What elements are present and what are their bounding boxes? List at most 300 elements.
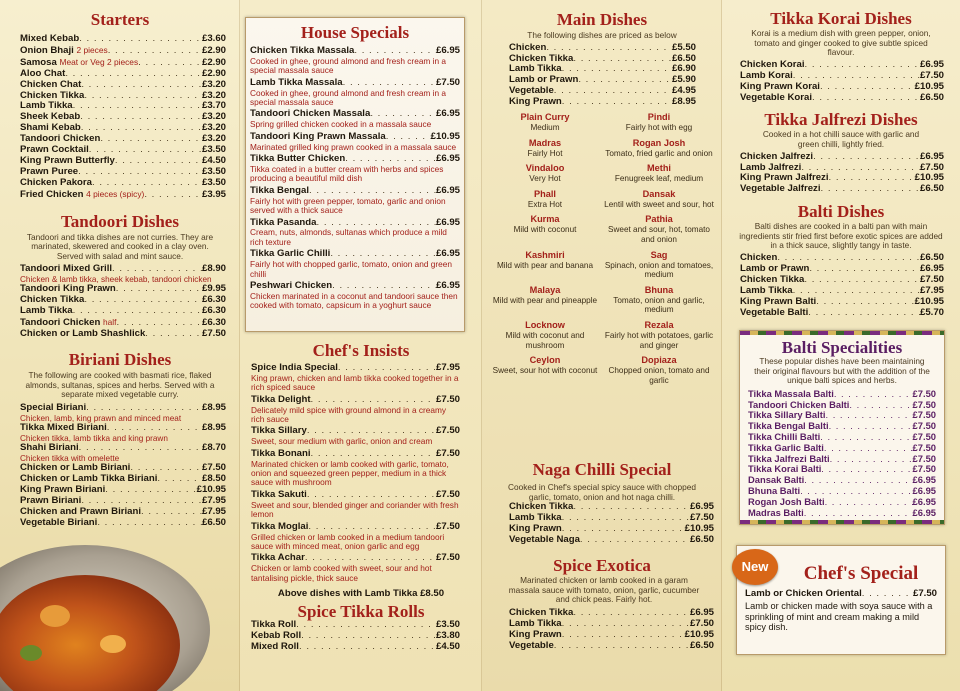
curry-style-item [602,138,716,159]
menu-item-name-text: Tandoori Chicken [20,133,101,145]
menu-item-name [20,518,97,529]
menu-item-name-text: Lamb Tikka Massala [250,76,343,88]
menu-item-name [509,97,562,108]
menu-item-price: £7.50 [912,409,936,421]
menu-item-name-text: Chicken Jalfrezi [740,150,814,162]
menu-item-name-text: Fried Chicken [20,188,84,200]
curry-style-item [488,189,602,210]
menu-item-name-text: Vegetable Korai [740,91,812,103]
menu-item-price: £10.95 [684,522,714,534]
menu-item-name [20,189,144,201]
menu-item-name-text: Lamb Tikka [20,305,73,317]
menu-item-name-text: Spice India Special [251,362,338,373]
menu-item-row [740,184,944,195]
menu-item-name-text: King Prawn Butterfly [20,154,115,166]
menu-item-name-text: Lamb Tikka [20,100,73,112]
leader-dots [829,421,913,432]
curry-style-item [602,214,716,244]
balti-description: Balti dishes are cooked in a balti pan with main ingredients stir fried first before exotic spices are added in a thick sauce, slightly tangy in taste. [739,221,943,251]
menu-item-price: £7.50 [435,488,460,500]
menu-item-price: £3.20 [201,133,226,145]
chefs-insists-footer: Above dishes with Lamb Tikka £8.50 [277,588,445,599]
menu-item-name-text: Lamb Tikka [740,284,793,296]
balti-title: Balti Dishes [797,202,885,222]
menu-item-name-text: Chicken Tikka [509,607,574,618]
curry-style-name: Kashmiri [525,249,565,260]
menu-item-description: Chicken or lamb cooked with sweet, sour and hot tantalising pickle, thick sauce [251,563,432,583]
curry-style-description: Fenugreek leaf, medium [614,174,704,184]
menu-item-description: Fairly hot with chopped garlic, tomato, onion and green chilli [250,259,453,279]
menu-item-name-text: Tikka Bengal [250,184,310,196]
leader-dots [299,642,436,653]
leader-dots [808,308,920,319]
menu-item-row [740,93,944,104]
menu-item-name-text: King Prawn Jalfrezi [740,172,829,184]
menu-item-name [20,178,92,189]
menu-item-name [20,264,112,275]
menu-item-name-text: Tikka Delight [251,393,311,405]
menu-item-price: £8.70 [201,442,226,454]
menu-item-name [20,45,108,57]
menu-item-name-text: Bhuna Balti [748,484,801,496]
curry-style-description: Tomato, fried garlic and onion [605,148,713,158]
menu-item-row [251,522,460,533]
menu-item-name-text: Chicken Tikka [509,52,574,64]
menu-item-description: Spring grilled chicken cooked in a massala sauce [250,119,432,130]
curry-style-name: Methi [647,163,671,174]
menu-item-name-text: Tikka Jalfrezi Balti [748,452,830,464]
curry-style-description: Fairly Hot [527,148,563,158]
leader-dots [343,78,436,89]
curry-dish-image [0,545,220,691]
menu-item-price: £6.95 [919,262,944,274]
menu-item-price: £10.95 [914,80,944,92]
jalfrezi-title: Tikka Jalfrezi Dishes [764,110,918,130]
leader-dots [562,619,690,630]
leader-dots [816,297,914,308]
leader-dots [81,80,202,91]
chefs-insists-title: Chef's Insists [312,341,410,360]
menu-item-price: £6.90 [671,63,696,75]
menu-item-price: £6.95 [919,150,944,162]
menu-item-name-text: Vegetable Biriani [20,516,98,528]
curry-style-name: Phall [534,188,556,199]
main-dishes-list [482,41,722,108]
menu-item-name [740,308,808,319]
menu-item-price: £3.80 [435,629,460,641]
menu-item-name-text: Chicken or Lamb Shashlick [20,328,146,340]
menu-item-price: £4.50 [201,154,226,166]
menu-item-price: £4.95 [671,85,696,97]
menu-item-name-text: Tandoori Chicken [20,317,101,329]
leader-dots [116,284,202,295]
leader-dots [804,275,920,286]
menu-item-price: £6.95 [912,474,936,486]
menu-item-name-text: Chicken Chat [20,78,82,90]
menu-item-description: Marinated chicken or lamb cooked with garlic, tomato, onion and squeezed green pepper, medium in a thick sauce with mushroom [251,458,449,488]
curry-style-description: Fairly hot with egg [625,123,693,133]
menu-item-name-text: Tikka Korai Balti [748,463,822,475]
menu-item-name-text: Chicken Tikka Massala [250,45,355,56]
menu-item-name-text: Tikka Garlic Chilli [250,248,331,260]
curry-style-name: Dansak [642,188,676,199]
leader-dots [804,475,912,486]
menu-item-name-text: Chicken Tikka [20,294,85,306]
menu-item-price: £5.50 [671,41,696,53]
menu-item-description: Tikka coated in a butter cream with herbs and spices producing a beautiful mild dish [250,163,444,184]
curry-style-name: Sag [650,249,668,260]
menu-item-name-text: Tikka Sakuti [251,488,307,500]
leader-dots [580,535,690,546]
biriani-description: The following are cooked with basmati rice, flaked almonds, sultanas, spices and herbs. Served with a separate mixed vegetable curry. [25,370,215,400]
curry-style-name: Bhuna [644,284,674,295]
korai-description: Korai is a medium dish with green pepper, onion, tomato and ginger cooked to give subtle spiced flavour. [751,28,931,58]
menu-item-row [251,642,460,653]
leader-dots [311,395,436,406]
menu-item-price: £6.50 [671,52,696,64]
menu-item-name [20,423,107,434]
menu-item-name-text: Peshwari Chicken [250,279,333,291]
menu-panel-3 [482,0,722,691]
menu-item-price: £7.95 [201,494,226,506]
menu-item-name [250,78,343,89]
menu-item-name [20,306,73,317]
chefs-special-item [737,583,945,600]
menu-item-description: Sweet, sour medium with garlic, onion and cream [251,436,433,447]
curry-style-item [602,250,716,280]
leader-dots [115,156,202,167]
menu-item-price: £3.20 [201,89,226,101]
curry-style-name: Plain Curry [520,112,570,123]
menu-item-price: £10.95 [914,295,944,307]
menu-item-row [20,403,226,414]
menu-item-row [20,189,226,201]
curry-styles-grid [482,108,722,390]
menu-item-name-text: Rogan Josh Balti [748,495,825,507]
leader-dots [830,454,913,465]
curry-style-name: Madras [528,137,562,148]
menu-item-price: £6.95 [689,501,714,512]
leader-dots [301,631,436,642]
menu-item-name-text: Prawn Puree [20,165,79,177]
menu-item-price: £5.90 [671,74,696,86]
chefs-special-item-name: Lamb or Chicken Oriental [745,588,862,599]
menu-item-price: £3.95 [201,188,226,200]
curry-style-description: Sweet and sour, hot, tomato and onion [608,225,710,244]
menu-item-price: £7.50 [912,387,936,399]
menu-item-price: £3.50 [201,165,226,177]
balti-specialities-list [740,386,944,519]
menu-item-name-text: King Prawn Balti [740,295,817,307]
curry-style-item [602,112,716,133]
leader-dots [112,264,202,275]
leader-dots [108,46,202,57]
menu-item-subnote: half [102,317,117,328]
menu-item-name [20,403,86,414]
menu-item-row [509,97,696,108]
menu-item-row [740,308,944,319]
menu-item-price: £6.95 [435,248,460,260]
leader-dots [308,522,436,533]
menu-item-price: £7.50 [435,552,460,564]
leader-dots [107,423,202,434]
menu-item-description: Sweet and sour, blended ginger and coriander with fresh lemon [251,499,459,520]
menu-item-name-text: Chicken Tikka [20,89,85,101]
leader-dots [78,167,202,178]
curry-style-item [602,355,716,385]
menu-item-name-text: Tikka Pasanda [250,216,317,228]
curry-style-name: Pindi [647,112,671,123]
leader-dots [554,641,690,652]
leader-dots [84,295,202,306]
menu-item-name-text: Tikka Garlic Balti [748,441,824,453]
menu-item-price: £6.50 [919,183,944,195]
menu-item-name-text: Dansak Balti [748,474,805,486]
curry-style-item [488,250,602,280]
menu-item-name-text: Vegetable [509,639,554,651]
menu-item-name-text: Aloo Chat [20,67,66,79]
menu-item-name-text: King Prawn Korai [740,80,820,92]
menu-item-name-text: Chicken and Prawn Biriani [20,505,142,517]
leader-dots [578,75,672,86]
menu-item-name-text: Lamb or Prawn [740,262,810,274]
menu-item-description: Marinated grilled king prawn cooked in a massala sauce [250,141,457,152]
menu-item-subnote: Meat or Veg 2 pieces [59,56,139,67]
leader-dots [849,400,912,411]
menu-item-description: Grilled chicken or lamb cooked in a medium tandoori sauce with minced meat, onion garlic and egg [251,531,445,551]
menu-item-row [251,395,460,406]
leader-dots [809,264,920,275]
leader-dots [92,178,202,189]
curry-style-name: Dopiaza [641,355,677,366]
menu-item-name [20,443,79,454]
curry-style-description: Very Hot [529,174,561,184]
menu-item-name-text: Tandoori King Prawn Massala [250,130,386,142]
menu-item-name-text: Tandoori Chicken Massala [250,108,371,120]
curry-style-item [602,163,716,184]
leader-dots [554,86,672,97]
naga-list [509,502,714,546]
menu-item-name-text: Vegetable Balti [740,306,809,318]
menu-item-price: £6.95 [435,184,460,196]
menu-item-price: £7.50 [919,161,944,173]
menu-item-name-text: Lamb Jalfrezi [740,161,802,173]
curry-style-item [488,112,602,133]
menu-item-subnote: 2 pieces [76,44,108,55]
menu-item-price: £6.95 [435,108,460,120]
tandoori-description: Tandoori and tikka dishes are not curries. They are marinated, skewered and cooked in a clay oven. Served with salad and mint sauce. [26,231,214,261]
menu-item-price: £6.50 [201,516,226,528]
curry-style-item [488,285,602,315]
menu-item-name-text: King Prawn [509,628,562,640]
curry-style-name: Locknow [525,319,565,330]
curry-style-name: Malaya [529,284,561,295]
chefs-special-description: Lamb or chicken made with soya sauce with a sprinkling of mint and cream making a mild spicy dish. [745,600,933,633]
menu-item-description: Delicately mild spice with ground almond in a creamy rich sauce [251,404,447,425]
menu-item-name-text: Vegetable Naga [509,533,580,545]
curry-style-description: Tomato, onion and garlic, medium [613,295,705,315]
menu-item-price: £6.30 [201,305,226,317]
menu-item-name [748,508,804,519]
menu-item-row [20,264,226,275]
menu-item-row [20,443,226,454]
menu-item-name-text: King Prawn [509,522,562,534]
menu-item-price: £6.30 [201,317,226,329]
menu-item-name-text: Chicken Tikka [740,273,805,285]
menu-item-price: £7.50 [435,76,460,88]
leader-dots [86,403,202,414]
curry-style-description: Chopped onion, tomato and garlic [608,366,710,385]
menu-item-name-text: Onion Bhaji [20,44,74,56]
menu-item-price: £7.50 [912,463,936,475]
menu-item-price: £2.90 [201,56,226,68]
decorative-stripe-bottom [740,520,944,524]
korai-list [722,58,960,104]
menu-item-name [20,34,79,45]
curry-style-description: Lentil with sweet and sour, hot [604,199,714,209]
menu-item-name-text: King Prawn Biriani [20,483,106,495]
menu-item-price: £7.50 [912,398,936,410]
menu-item-price: £7.50 [912,430,936,442]
menu-item-price: £6.50 [919,252,944,263]
curry-style-item [488,355,602,385]
menu-item-price: £7.50 [435,520,460,532]
menu-item-name-text: Madras Balti [748,506,804,518]
menu-item-name-text: Lamb Tikka [509,63,562,75]
menu-item-name-text: Tikka Moglai [251,520,309,532]
chefs-special-title: Chef's Special [803,563,919,584]
menu-item-price: £7.50 [912,420,936,432]
menu-item-price: £3.20 [201,122,226,134]
menu-item-row [20,306,226,317]
menu-item-name [509,535,580,546]
menu-item-price: £7.50 [912,441,936,453]
menu-item-price: £6.95 [912,495,936,507]
menu-item-name [740,184,821,195]
leader-dots [813,152,920,163]
rolls-list [251,620,460,653]
leader-dots [573,608,690,619]
curry-style-name: Ceylon [529,355,561,366]
menu-item-name-text: Tandoori Chicken Balti [748,398,850,410]
leader-dots [105,485,196,496]
menu-item-name-text: Chicken or Lamb Tikka Biriani [20,473,158,485]
starters-list [0,34,240,201]
naga-title: Naga Chilli Special [532,460,672,479]
leader-dots [138,58,202,69]
menu-item-name-text: Tikka Roll [251,619,297,630]
menu-item-price: £7.50 [435,425,460,437]
curry-style-item [602,189,716,210]
leader-dots [820,432,912,443]
menu-item-price: £7.95 [201,505,226,517]
leader-dots [573,54,672,65]
menu-item-price: £7.50 [689,511,714,523]
korai-title: Tikka Korai Dishes [770,9,912,28]
menu-item-name-text: Tandoori King Prawn [20,283,116,295]
leader-dots [824,443,913,454]
tandoori-list [0,261,240,340]
menu-item-price: £7.50 [689,617,714,629]
leader-dots [73,306,202,317]
menu-item-subnote: 4 pieces (spicy) [86,188,145,199]
menu-item-name-text: Chicken [740,252,778,263]
menu-item-row [748,508,936,519]
menu-item-price: £6.95 [919,58,944,70]
menu-item-price: £6.95 [689,607,714,618]
leader-dots [73,101,202,112]
menu-item-row [20,34,226,45]
menu-item-row [20,518,226,529]
curry-style-name: Pathia [645,214,673,225]
leader-dots [80,112,202,123]
starters-title: Starters [90,10,150,29]
menu-item-name [251,395,311,406]
menu-item-row [20,329,226,340]
menu-item-row [509,641,714,652]
menu-item-price: £3.20 [201,78,226,90]
menu-item-row [509,535,714,546]
menu-item-price: £3.20 [201,111,226,123]
chefs-insists-list [251,361,460,583]
menu-item-price: £8.95 [671,96,696,108]
house-specials-box [245,17,465,332]
leader-dots [141,507,202,518]
menu-item-description: Chicken tikka, lamb tikka and king prawn [20,433,168,443]
menu-item-price: £9.95 [201,283,226,295]
menu-item-price: £3.60 [201,33,226,44]
menu-item-row [250,78,460,89]
menu-item-description: Cooked in ghee, ground almond and fresh cream in a special massala sauce [250,87,447,108]
leader-dots [821,464,912,475]
menu-item-price: £7.50 [919,69,944,81]
balti-specialities-box [739,330,945,525]
menu-item-name-text: Tikka Bonani [251,447,311,459]
menu-item-name-text: Tikka Achar [251,552,305,564]
balti-list [722,251,960,318]
curry-style-name: Rezala [644,319,674,330]
leader-dots [296,620,436,631]
menu-item-description: Chicken, lamb, king prawn and minced meat [20,413,182,423]
menu-item-name-text: Vegetable [509,85,554,97]
menu-item-name-text: Tandoori Mixed Grill [20,263,113,275]
menu-item-name-text: Mixed Roll [251,640,299,652]
curry-style-description: Mild with pear and pineapple [492,295,598,305]
house-specials-list [246,46,464,311]
leader-dots [562,524,685,535]
curry-style-description: Mild with pear and banana [496,260,594,270]
leader-dots [820,82,915,93]
leader-dots [825,410,912,421]
menu-item-name-text: Tikka Sillary [251,425,307,437]
menu-panel-4 [722,0,960,691]
leader-dots [825,497,913,508]
naga-description: Cooked in Chef's special spicy sauce with chopped garlic, tomato, onion and hot naga chilli. [508,482,696,502]
menu-item-price: £3.50 [201,144,226,156]
menu-item-price: £10.95 [914,172,944,184]
menu-item-description: King prawn, chicken and lamb tikka cooked together in a rich spiced sauce [251,372,459,393]
menu-item-name-text: Chicken or Lamb Biriani [20,462,131,474]
curry-style-description: Fairly hot with potatoes, garlic and ginger [604,330,714,350]
menu-item-name-text: Tikka Butter Chicken [250,153,346,165]
exotica-description: Marinated chicken or lamb cooked in a garam massala sauce with tomato, onion, garlic, cucumber and chick peas. Fairly hot. [508,575,700,605]
menu-item-price: £4.50 [435,640,460,652]
leader-dots [157,474,202,485]
menu-item-row [20,45,226,57]
menu-item-description: Chicken & lamb tikka, sheek kebab, tandoori chicken [20,275,212,285]
menu-item-row [20,178,226,189]
menu-item-description: Fairly hot with green pepper, tomato, garlic and onion served with a thick sauce [250,195,446,216]
